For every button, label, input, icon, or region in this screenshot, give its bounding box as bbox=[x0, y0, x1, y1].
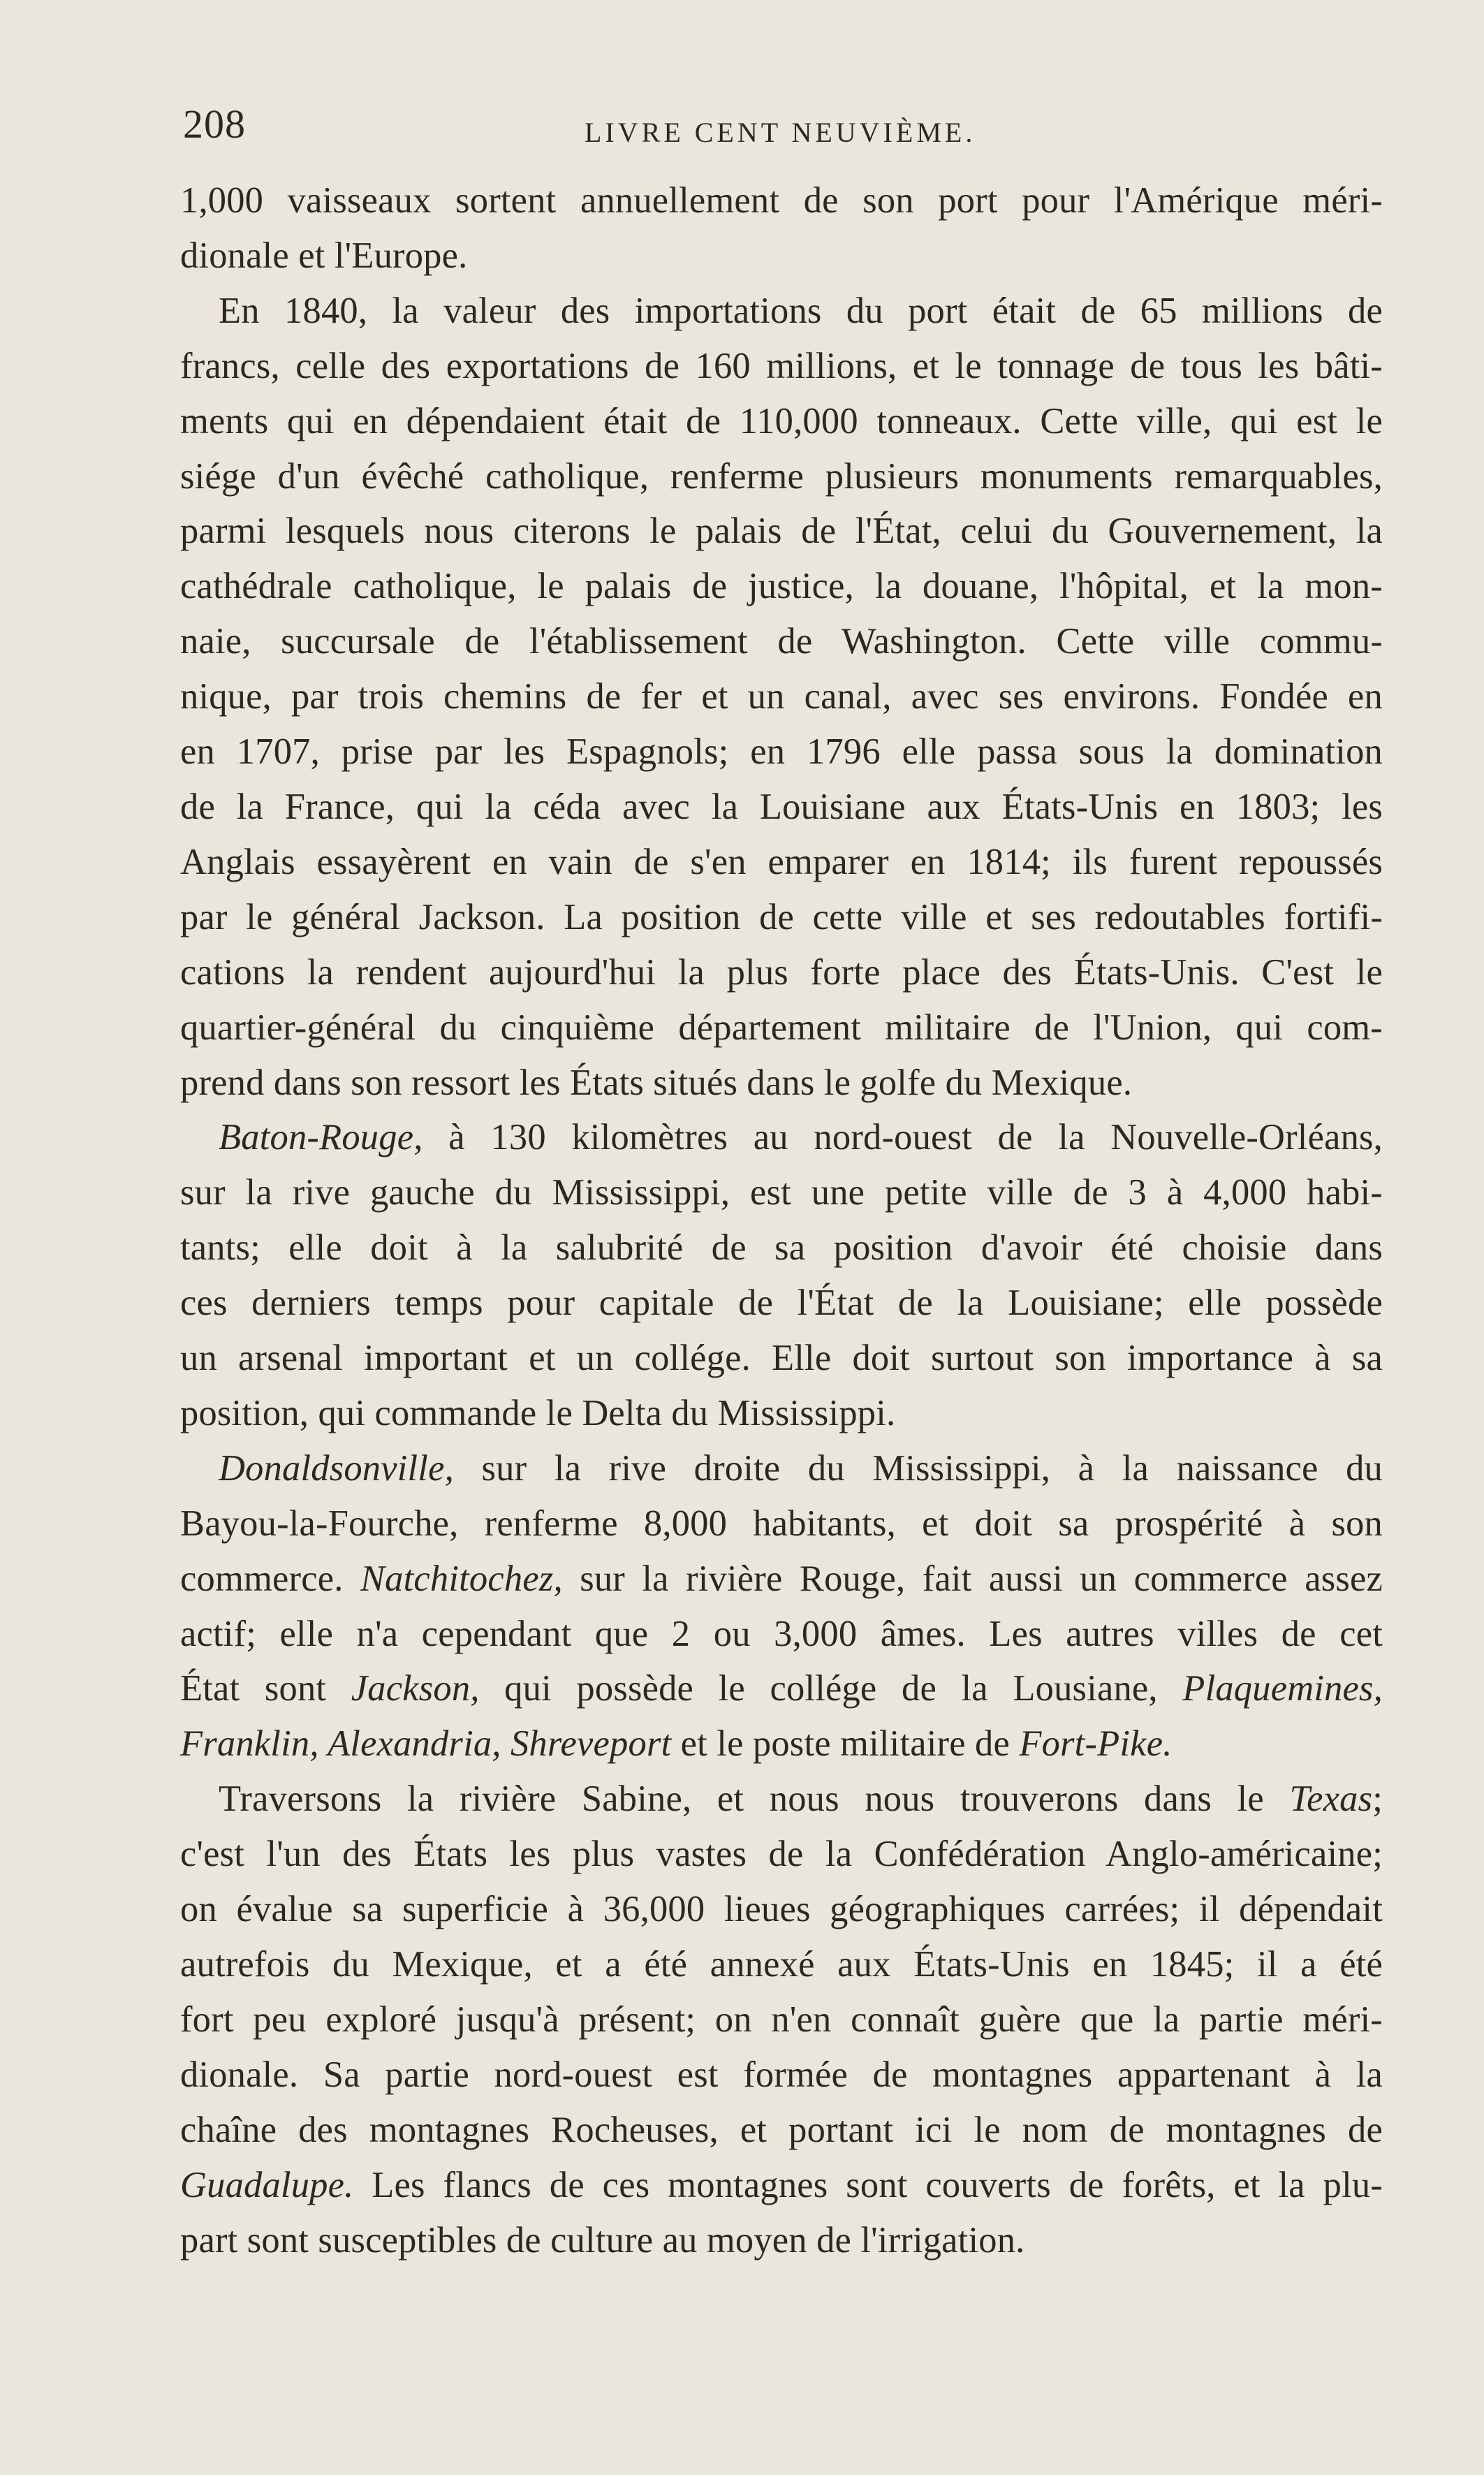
text-line: de la France, qui la céda avec la Louisiane aux États-Unis en 1803; les bbox=[180, 786, 1383, 827]
text-fragment: qui possède le collége de la Lousiane, bbox=[479, 1668, 1183, 1709]
text-line: actif; elle n'a cependant que 2 ou 3,000 âmes. Les autres villes de cet bbox=[180, 1613, 1383, 1654]
text-line: on évalue sa superficie à 36,000 lieues géographiques carrées; il dépendait bbox=[180, 1889, 1383, 1930]
text-line: dionale. Sa partie nord-ouest est formée de montagnes appartenant à la bbox=[180, 2054, 1383, 2095]
place-name: Donaldsonville, bbox=[219, 1447, 454, 1489]
text-line bbox=[180, 1716, 1383, 1772]
text-line bbox=[180, 1772, 1383, 1827]
text-line: Anglais essayèrent en vain de s'en emparer en 1814; ils furent repoussés bbox=[180, 841, 1383, 882]
text-fragment: Traversons la rivière Sabine, et nous nous trouverons dans le bbox=[219, 1779, 1290, 1820]
text-fragment: Les flancs de ces montagnes sont couverts de forêts, et la plu- bbox=[353, 2164, 1383, 2205]
text-fragment: sur la rivière Rouge, fait aussi un commerce assez bbox=[562, 1558, 1383, 1599]
text-line: tants; elle doit à la salubrité de sa position d'avoir été choisie dans bbox=[180, 1227, 1383, 1269]
text-line: part sont susceptibles de culture au moyen de l'irrigation. bbox=[180, 2219, 1025, 2261]
paragraph-1 bbox=[180, 173, 1383, 284]
text-line: un arsenal important et un collége. Elle doit surtout son importance à sa bbox=[180, 1338, 1383, 1379]
text-line: c'est l'un des États les plus vastes de la Confédération Anglo-américaine; bbox=[180, 1834, 1383, 1875]
text-line: naie, succursale de l'établissement de Washington. Cette ville commu- bbox=[180, 621, 1383, 662]
text-line: parmi lesquels nous citerons le palais de l'État, celui du Gouvernement, la bbox=[180, 511, 1383, 552]
text-line: siége d'un évêché catholique, renferme plusieurs monuments remarquables, bbox=[180, 455, 1383, 497]
text-fragment: État sont bbox=[180, 1668, 351, 1709]
text-line: cations la rendent aujourd'hui la plus forte place des États-Unis. C'est le bbox=[180, 951, 1383, 993]
text-line bbox=[180, 1661, 1383, 1716]
body-text bbox=[180, 173, 1383, 2268]
text-line: francs, celle des exportations de 160 millions, et le tonnage de tous les bâti- bbox=[180, 345, 1383, 386]
text-line: chaîne des montagnes Rocheuses, et portant ici le nom de montagnes de bbox=[180, 2109, 1383, 2150]
text-line: cathédrale catholique, le palais de justice, la douane, l'hôpital, et la mon- bbox=[180, 566, 1383, 607]
place-name: Fort-Pike. bbox=[1019, 1723, 1173, 1765]
text-line bbox=[180, 1441, 1383, 1496]
text-line: ces derniers temps pour capitale de l'État de la Louisiane; elle possède bbox=[180, 1283, 1383, 1324]
text-line: Bayou-la-Fourche, renferme 8,000 habitants, et doit sa prospérité à son bbox=[180, 1503, 1383, 1544]
text-line: ments qui en dépendaient était de 110,000 tonneaux. Cette ville, qui est le bbox=[180, 400, 1383, 441]
place-name: Franklin, Alexandria, Shreveport bbox=[180, 1723, 672, 1765]
text-fragment: ; bbox=[1372, 1779, 1383, 1820]
text-fragment: sur la rive droite du Mississippi, à la naissance du bbox=[453, 1447, 1383, 1489]
text-fragment: commerce. bbox=[180, 1558, 360, 1599]
place-name: Natchitochez, bbox=[360, 1558, 563, 1599]
text-line bbox=[180, 1110, 1383, 1165]
place-name: Plaquemines, bbox=[1182, 1668, 1383, 1709]
text-line: prend dans son ressort les États situés dans le golfe du Mexique. bbox=[180, 1062, 1133, 1103]
text-line bbox=[180, 2158, 1383, 2213]
paragraph-5 bbox=[180, 1772, 1383, 2268]
text-line: quartier-général du cinquième département militaire de l'Union, qui com- bbox=[180, 1007, 1383, 1048]
text-line: 1,000 vaisseaux sortent annuellement de son port pour l'Amérique méri- bbox=[180, 180, 1383, 221]
paragraph-3 bbox=[180, 1110, 1383, 1440]
running-title: LIVRE CENT NEUVIÈME. bbox=[585, 117, 976, 148]
text-line: autrefois du Mexique, et a été annexé aux États-Unis en 1845; il a été bbox=[180, 1944, 1383, 1985]
text-line: position, qui commande le Delta du Mississippi. bbox=[180, 1392, 896, 1433]
text-fragment: à 130 kilomètres au nord-ouest de la Nouvelle-Orléans, bbox=[423, 1117, 1383, 1158]
place-name: Guadalupe. bbox=[180, 2164, 354, 2205]
text-line: dionale et l'Europe. bbox=[180, 235, 468, 276]
place-name: Baton-Rouge, bbox=[219, 1117, 423, 1158]
place-name: Texas bbox=[1289, 1779, 1373, 1820]
text-line bbox=[180, 1552, 1383, 1607]
text-line: nique, par trois chemins de fer et un canal, avec ses environs. Fondée en bbox=[180, 676, 1383, 717]
paragraph-2 bbox=[180, 284, 1383, 1111]
text-line: fort peu exploré jusqu'à présent; on n'en connaît guère que la partie méri- bbox=[180, 1999, 1383, 2040]
page-number: 208 bbox=[183, 101, 246, 147]
text-line: en 1707, prise par les Espagnols; en 1796 elle passa sous la domination bbox=[180, 731, 1383, 773]
text-line: En 1840, la valeur des importations du port était de 65 millions de bbox=[219, 290, 1383, 331]
place-name: Jackson, bbox=[351, 1668, 480, 1709]
running-head bbox=[183, 92, 1370, 148]
text-line: par le général Jackson. La position de cette ville et ses redoutables fortifi- bbox=[180, 896, 1383, 937]
text-line: sur la rive gauche du Mississippi, est une petite ville de 3 à 4,000 habi- bbox=[180, 1172, 1383, 1213]
text-fragment: et le poste militaire de bbox=[671, 1723, 1020, 1765]
paragraph-4 bbox=[180, 1441, 1383, 1772]
